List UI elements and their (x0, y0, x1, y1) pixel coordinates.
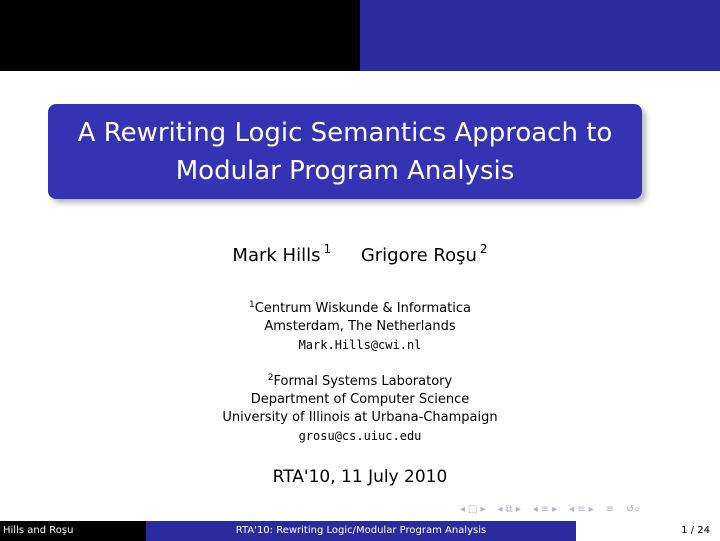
nav-frame-icon[interactable]: □ (468, 504, 478, 515)
nav-next-subsection-icon[interactable]: ▸ (515, 504, 521, 515)
header-outline-panel (0, 0, 360, 71)
affiliation-institution: Formal Systems Laboratory (273, 374, 453, 389)
affiliation-institution: Centrum Wiskunde & Informatica (254, 301, 471, 316)
affiliation-university: University of Illinois at Urbana-Champaign (222, 410, 498, 425)
footer-page (576, 521, 720, 541)
author-name: Mark Hills (232, 245, 321, 266)
affiliation-mark: 1 (249, 300, 255, 310)
footer-bar (0, 521, 720, 541)
author-line (0, 237, 720, 268)
nav-prev-section-icon[interactable]: ◂ (532, 504, 538, 515)
nav-search-icon[interactable]: ↺⌕ (626, 504, 640, 515)
page-number: 1 / 24 (681, 525, 710, 536)
nav-next-part-icon[interactable]: ▸ (588, 504, 594, 515)
footer-title: RTA'10: Rewriting Logic/Modular Program Analysis (146, 521, 576, 541)
nav-prev-subsection-icon[interactable]: ◂ (497, 504, 503, 515)
title-box (48, 104, 642, 199)
author-mark: 1 (323, 242, 332, 256)
header-right-panel (360, 0, 720, 71)
affiliation-location: Amsterdam, The Netherlands (264, 319, 456, 334)
affiliation-1 (0, 296, 720, 354)
nav-prev-part-icon[interactable]: ◂ (569, 504, 575, 515)
author-2 (361, 237, 488, 268)
nav-doc-icon[interactable]: ≡ (605, 504, 615, 515)
nav-prev-frame-icon[interactable]: ◂ (460, 504, 466, 515)
nav-next-frame-icon[interactable]: ▸ (480, 504, 486, 515)
author-name: Grigore Roşu (360, 245, 477, 266)
author-1 (232, 237, 331, 268)
slide-title: A Rewriting Logic Semantics Approach to Modular Program Analysis (77, 117, 613, 186)
event-date: RTA'10, 11 July 2010 (272, 467, 448, 487)
footer-authors-text: Hills and Roşu (3, 525, 74, 536)
author-email: Mark.Hills@cwi.nl (298, 338, 422, 352)
navigation-symbols (460, 503, 640, 517)
footer-authors (0, 521, 146, 541)
affiliation-mark: 2 (267, 373, 274, 383)
header-bar (0, 0, 720, 71)
author-email: grosu@cs.uiuc.edu (298, 429, 422, 443)
nav-section-icon[interactable]: ≡ (540, 504, 550, 515)
affiliation-2 (0, 369, 720, 445)
nav-part-icon[interactable]: ≡ (577, 504, 586, 515)
author-mark: 2 (479, 242, 488, 256)
affiliation-department: Department of Computer Science (250, 392, 470, 407)
nav-subsection-icon[interactable]: ⧉ (505, 504, 513, 515)
nav-next-section-icon[interactable]: ▸ (552, 504, 558, 515)
